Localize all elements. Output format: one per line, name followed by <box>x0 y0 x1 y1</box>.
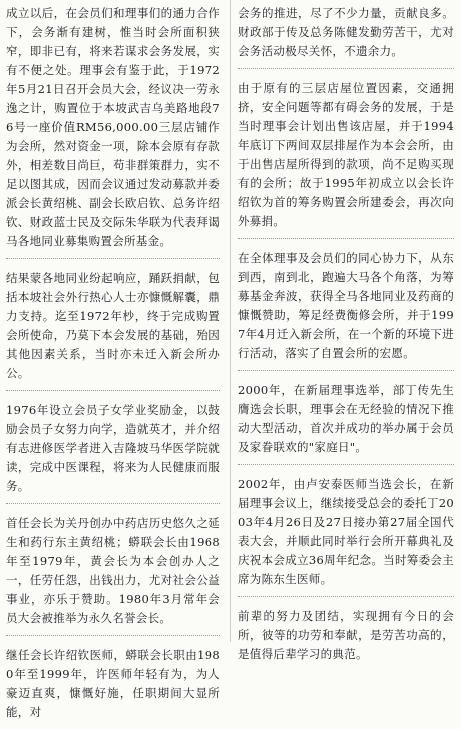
section-rule <box>6 635 220 636</box>
paragraph: 成立以后，在会员们和理事们的通力合作下，会务渐有建树，惟当时会所面积狭窄，即非已有，将来若谋求会务发展，实有不便之处。理事会有鉴于此，于1972年5月21日召开会员大会，经议决一劳永逸之计，购置位于本坡武吉乌美路地段76号一座价值RM56,000.00三层店铺作为会所，然对资金一项，除本会原有存款外，相差数目尚巨，苟非群策群力，实不足以图其成，因而会议通过发动募款并委派会长黄绍桃、副会长欧启钦、总务许绍钦、财政蓝士民及交际朱华联为代表拜谒马各地同业募集购置会所基金。 <box>6 6 220 248</box>
column-divider <box>230 0 231 642</box>
paragraph: 首任会长为关丹创办中药店历史悠久之延生和药行东主黄绍桃；蟒联会长由1968年至1979年，黄会长为本会创办人之一，任劳任怨，出钱出力，尤对社会公益事业，亦乐于赞助。1980年3月常年会员大会被推举为永久名誉会长。 <box>6 516 220 625</box>
paragraph: 继任会长许绍钦医师，蟒联会长职由1980年至1999年，许医师年轻有为，为人豪迈直爽，慷慨好施，任职期间大显所能，对 <box>6 648 220 719</box>
section-rule <box>6 503 220 504</box>
paragraph: 结果蒙各地同业纷起响应，踊跃捐献，包括本坡社会外行热心人士亦慷慨解囊，鼎力支持。迄至1972年杪，终于完成购置会所使命，乃莫下本会发展的基础，殆因其他因素关系，当时亦未迁入新会所办公。 <box>6 271 220 380</box>
paragraph: 2002年，由卢安泰医师当选会长，在新届理事会议上，继续接受总会的委托丁2003年4月26日及27日接办第27届全国代表大会，并顺此同时举行会所开幕典礼及庆祝本会成立36周年纪念。当时筹委会主席为陈东生医师。 <box>238 477 454 586</box>
paragraph: 前辈的努力及团结，实现拥有今日的会所，彼等的功劳和奉献，是劳苦功高的，是值得后辈学习的典范。 <box>238 609 454 661</box>
section-rule <box>238 370 454 371</box>
right-column <box>238 4 454 671</box>
section-rule <box>238 68 454 69</box>
section-rule <box>238 464 454 465</box>
section-rule <box>6 390 220 391</box>
paragraph: 1976年设立会员子女学业奖励金，以鼓励会员子女努力向学，造就英才，并介绍有志进修医学者进入吉隆坡马华医学院就读，完成中医课程，将来为人民健康而服务。 <box>6 403 220 493</box>
section-rule <box>6 258 220 259</box>
paragraph: 由于原有的三层店屋位置因素，交通拥挤，安全问题等都有碍会务的发展，于是当时理事会计划出售该店屋，并于1994年底订下两间双层排屋作为本会会所，由于出售店屋所得到的款项，尚不足购买现有的会所；故于1995年初成立以会长许绍钦为首的筹务购置会所建委会，再次向外募捐。 <box>238 81 454 228</box>
section-rule <box>238 238 454 239</box>
paragraph: 在全体理事及会员们的同心协力下，从东到西，南到北，跑遍大马各个角落，为筹募基金奔波，获得全马各地同业及药商的慷慨赞助，筹足经费衡修会所，并于1997年4月迁入新会所，在一个新的环境下进行活动，落实了自置会所的宏愿。 <box>238 251 454 360</box>
paragraph: 2000年，在新届理事选举，部丁传先生膺选会长职，理事会在无经验的情况下推动大型活动，首次并成功的举办属于会员及家眷联欢的"家庭日"。 <box>238 383 454 454</box>
left-column <box>6 4 220 729</box>
section-rule <box>238 596 454 597</box>
paragraph: 会务的推进，尽了不少力量，贡献良多。财政部于传及总务陈健发勤劳苦干，尤对会务活动极尽关怀，不遗余力。 <box>238 6 454 58</box>
